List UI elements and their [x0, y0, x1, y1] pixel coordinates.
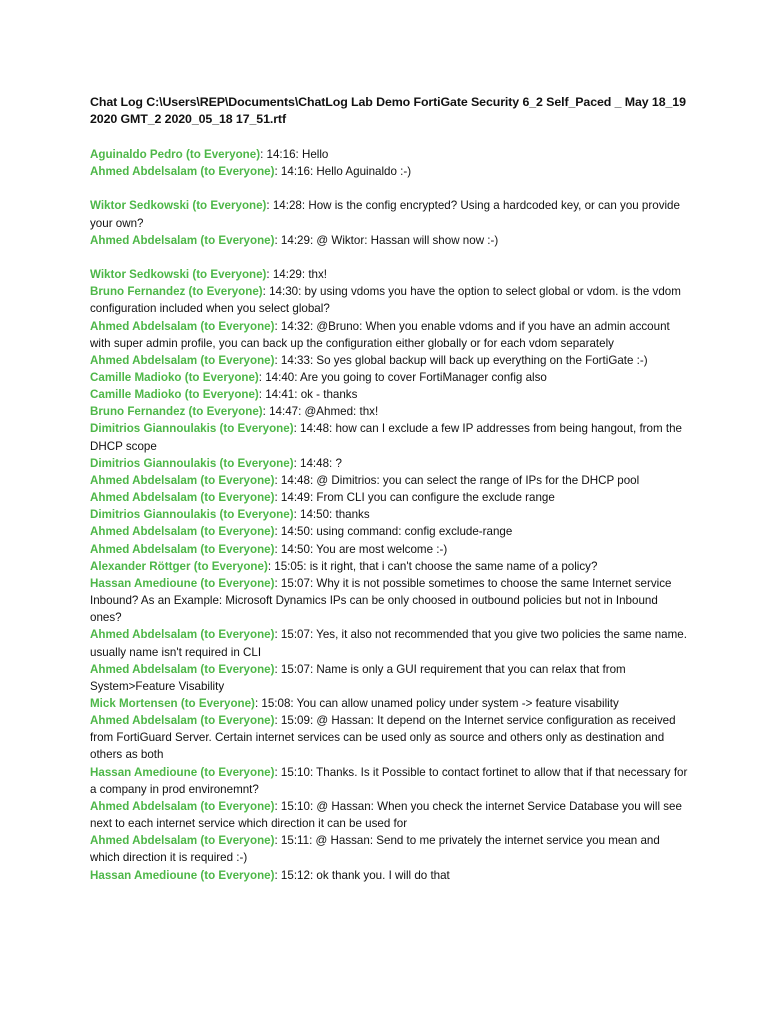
- chat-message: [90, 455, 690, 472]
- chat-message: [90, 541, 690, 558]
- message-text: : 14:32: @Bruno: When you enable vdoms and if you have an admin account with super admin profile, you can back up the configuration either globally or for each vdom separately: [90, 319, 670, 350]
- message-text: : 14:16: Hello Aguinaldo :-): [274, 165, 412, 179]
- message-sender: Bruno Fernandez (to Everyone): [90, 285, 263, 299]
- chat-message: [90, 163, 690, 180]
- chat-message: [90, 232, 690, 249]
- message-sender: Ahmed Abdelsalam (to Everyone): [90, 714, 275, 728]
- document-page: [90, 94, 690, 884]
- message-text: : 15:07: Yes, it also not recommended that you give two policies the same name. usually name isn't required in CLI: [90, 628, 687, 659]
- message-sender: Alexander Röttger (to Everyone): [90, 559, 268, 573]
- message-text: : 14:29: @ Wiktor: Hassan will show now :-): [274, 233, 499, 247]
- message-sender: Ahmed Abdelsalam (to Everyone): [90, 319, 275, 333]
- message-text: : 14:41: ok - thanks: [258, 388, 358, 402]
- message-sender: Ahmed Abdelsalam (to Everyone): [90, 662, 275, 676]
- message-sender: Wiktor Sedkowski (to Everyone): [90, 268, 267, 282]
- message-text: : 14:50: thanks: [293, 508, 370, 522]
- chat-message: [90, 386, 690, 403]
- message-sender: Wiktor Sedkowski (to Everyone): [90, 199, 267, 213]
- message-text: : 14:33: So yes global backup will back up everything on the FortiGate :-): [274, 353, 648, 367]
- chat-message: [90, 506, 690, 523]
- chat-message: [90, 146, 690, 163]
- message-sender: Aguinaldo Pedro (to Everyone): [90, 148, 261, 161]
- message-sender: Bruno Fernandez (to Everyone): [90, 405, 263, 419]
- chat-message: [90, 403, 690, 420]
- chat-message: [90, 661, 690, 695]
- message-sender: Ahmed Abdelsalam (to Everyone): [90, 473, 275, 487]
- chat-message: [90, 626, 690, 660]
- message-sender: Dimitrios Giannoulakis (to Everyone): [90, 508, 294, 522]
- chat-message: [90, 867, 690, 884]
- message-text: : 14:48: @ Dimitrios: you can select the range of IPs for the DHCP pool: [274, 473, 640, 487]
- message-text: : 14:48: how can I exclude a few IP addresses from being hangout, from the DHCP scope: [90, 422, 682, 453]
- message-sender: Ahmed Abdelsalam (to Everyone): [90, 799, 275, 813]
- message-sender: Hassan Amedioune (to Everyone): [90, 576, 275, 590]
- chat-message: [90, 712, 690, 763]
- message-text: : 14:16: Hello: [260, 148, 329, 161]
- chat-message: [90, 352, 690, 369]
- message-text: : 14:30: by using vdoms you have the option to select global or vdom. is the vdom configuration included when you select global?: [90, 285, 681, 316]
- message-text: : 14:49: From CLI you can configure the exclude range: [274, 491, 555, 505]
- chat-message: [90, 266, 690, 283]
- message-text: : 14:28: How is the config encrypted? Using a hardcoded key, or can you provide your own?: [90, 199, 680, 230]
- message-text: : 15:10: Thanks. Is it Possible to contact fortinet to allow that if that necessary for a company in prod environemnt?: [90, 765, 688, 796]
- chat-message: [90, 420, 690, 454]
- chat-message: [90, 695, 690, 712]
- message-text: : 14:50: You are most welcome :-): [274, 542, 448, 556]
- message-sender: Hassan Amedioune (to Everyone): [90, 868, 275, 882]
- message-sender: Ahmed Abdelsalam (to Everyone): [90, 834, 275, 848]
- chat-message-list: [90, 146, 690, 884]
- chat-message: [90, 832, 690, 866]
- message-sender: Dimitrios Giannoulakis (to Everyone): [90, 456, 294, 470]
- message-sender: Camille Madioko (to Everyone): [90, 371, 259, 384]
- message-text: : 15:05: is it right, that i can't choose the same name of a policy?: [267, 559, 598, 573]
- message-text: : 15:07: Name is only a GUI requirement that you can relax that from System>Feature Visability: [90, 662, 626, 693]
- message-text: : 14:48: ?: [293, 456, 342, 470]
- message-sender: Mick Mortensen (to Everyone): [90, 696, 255, 710]
- chat-message: [90, 283, 690, 317]
- chat-message: [90, 472, 690, 489]
- message-sender: Ahmed Abdelsalam (to Everyone): [90, 542, 275, 556]
- chat-message: [90, 558, 690, 575]
- document-title: Chat Log C:\Users\REP\Documents\ChatLog Lab Demo FortiGate Security 6_2 Self_Paced _ May 18_19 2020 GMT_2 2020_05_18 17_51.rtf: [90, 95, 686, 126]
- message-text: : 14:50: using command: config exclude-range: [274, 525, 513, 539]
- message-sender: Camille Madioko (to Everyone): [90, 388, 259, 402]
- message-sender: Hassan Amedioune (to Everyone): [90, 765, 275, 779]
- chat-message: [90, 575, 690, 626]
- chat-message: [90, 369, 690, 386]
- message-text: : 15:11: @ Hassan: Send to me privately the internet service you mean and which direction it is required :-): [90, 834, 660, 865]
- chat-message: [90, 523, 690, 540]
- message-sender: Ahmed Abdelsalam (to Everyone): [90, 353, 275, 367]
- message-text: : 15:10: @ Hassan: When you check the internet Service Database you will see next to each internet service which direction it can be used for: [90, 799, 682, 831]
- message-text: : 15:07: Why it is not possible sometimes to choose the same Internet service Inbound? As an Example: Microsoft Dynamics IPs can be only choosed in outbound policies but not in Inbound ones?: [90, 576, 672, 625]
- message-sender: Ahmed Abdelsalam (to Everyone): [90, 628, 275, 642]
- message-text: : 15:12: ok thank you. I will do that: [274, 868, 450, 882]
- chat-message: [90, 489, 690, 506]
- message-sender: Ahmed Abdelsalam (to Everyone): [90, 165, 275, 179]
- message-text: : 14:40: Are you going to cover FortiManager config also: [258, 371, 547, 384]
- message-text: : 15:08: You can allow unamed policy under system -> feature visability: [254, 696, 619, 710]
- chat-message: [90, 764, 690, 798]
- message-sender: Ahmed Abdelsalam (to Everyone): [90, 525, 275, 539]
- chat-message: [90, 798, 690, 832]
- message-text: : 15:09: @ Hassan: It depend on the Internet service configuration as received from FortiGuard Server. Certain internet services can be used only as source and others only as destination and others as both: [90, 714, 676, 762]
- chat-message: [90, 197, 690, 231]
- message-text: : 14:29: thx!: [266, 268, 328, 282]
- message-sender: Ahmed Abdelsalam (to Everyone): [90, 233, 275, 247]
- message-sender: Ahmed Abdelsalam (to Everyone): [90, 491, 275, 505]
- message-text: : 14:47: @Ahmed: thx!: [262, 405, 379, 419]
- chat-message: [90, 318, 690, 352]
- message-sender: Dimitrios Giannoulakis (to Everyone): [90, 422, 294, 436]
